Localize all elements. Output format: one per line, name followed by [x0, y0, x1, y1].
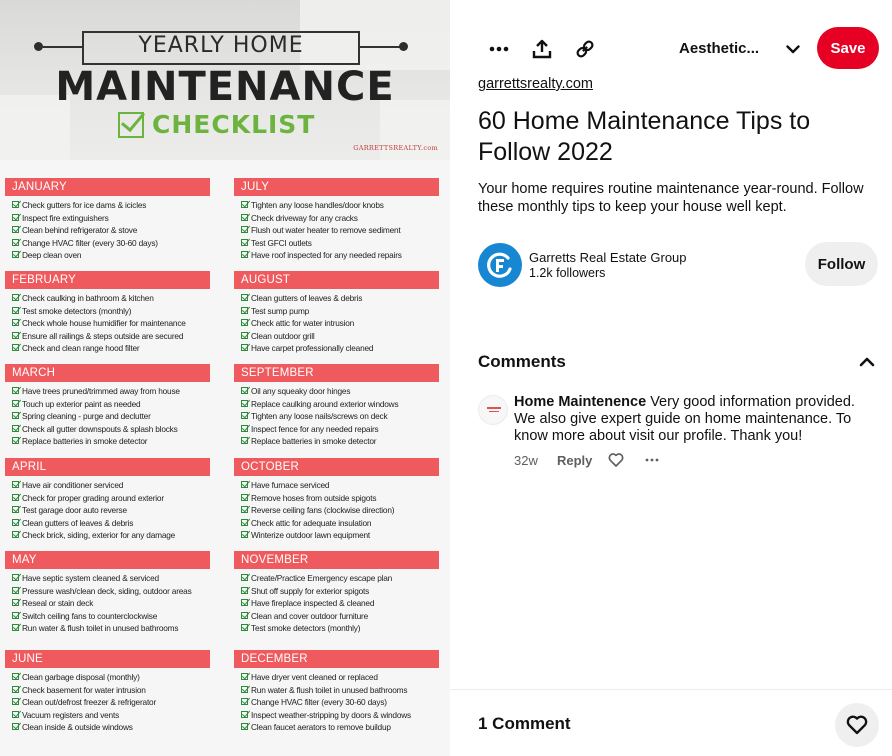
month-section	[5, 271, 215, 355]
checkbox-check-icon	[12, 294, 19, 301]
checklist-item	[234, 610, 444, 623]
checkbox-check-icon	[12, 506, 19, 513]
checklist-item-text: Spring cleaning - purge and declutter	[22, 411, 151, 422]
save-button[interactable]: Save	[817, 27, 879, 69]
checklist-item-text: Change HVAC filter (every 30-60 days)	[22, 237, 158, 248]
checklist-word: CHECKLIST	[152, 110, 316, 139]
checkbox-check-icon	[241, 437, 248, 444]
checklist-item	[234, 305, 444, 318]
comments-heading: Comments	[478, 352, 566, 371]
checklist-item	[234, 423, 444, 436]
checklist-item-text: Clean inside & outside windows	[22, 722, 133, 733]
checklist-item	[5, 597, 215, 610]
checklist	[234, 572, 444, 635]
checkbox-check-icon	[12, 612, 19, 619]
checklist-item-text: Replace batteries in smoke detector	[251, 436, 377, 447]
checklist-item-text: Check caulking in bathroom & kitchen	[22, 293, 154, 303]
checkbox-check-icon	[241, 711, 248, 718]
checkbox-check-icon	[241, 332, 248, 339]
checklist-item	[5, 423, 215, 436]
share-upload-icon	[532, 39, 552, 59]
checkbox-check-icon	[12, 574, 19, 581]
checklist-item-text: Check and clean range hood filter	[22, 343, 140, 354]
checklist-item	[5, 696, 215, 709]
reply-button[interactable]: Reply	[557, 453, 593, 468]
checklist-item-text: Have septic system cleaned & serviced	[22, 573, 159, 583]
checklist-item	[234, 237, 444, 250]
checkbox-check-icon	[241, 239, 248, 246]
checklist-item	[5, 292, 215, 305]
checklist-item	[234, 435, 444, 448]
checkbox-check-icon	[12, 387, 19, 394]
checklist-item-text: Have fireplace inspected & cleaned	[251, 598, 375, 609]
copy-link-button[interactable]	[567, 31, 603, 67]
month-header: MARCH	[5, 364, 210, 382]
month-section	[5, 551, 215, 635]
checkbox-check-icon	[12, 599, 19, 606]
checkbox-check-icon	[12, 698, 19, 705]
checklist-item	[5, 721, 215, 734]
checkbox-check-icon	[12, 226, 19, 233]
chevron-down-icon	[786, 45, 800, 54]
checklist-item-text: Winterize outdoor lawn equipment	[251, 530, 371, 541]
checkbox-check-icon	[12, 201, 19, 208]
checklist-item-text: Run water & flush toilet in unused bathrooms	[22, 623, 179, 634]
creator-row	[478, 242, 882, 288]
checklist-item-text: Create/Practice Emergency escape plan	[251, 573, 393, 583]
checklist-item-text: Have trees pruned/trimmed away from house	[22, 386, 180, 396]
creator-avatar[interactable]	[478, 243, 522, 287]
checkbox-check-icon	[241, 587, 248, 594]
checklist-item	[5, 237, 215, 250]
checklist-item-text: Check attic for adequate insulation	[251, 517, 372, 528]
checkbox-check-icon	[241, 519, 248, 526]
checkbox-check-icon	[241, 673, 248, 680]
month-header: OCTOBER	[234, 458, 439, 476]
checklist	[234, 199, 444, 262]
checklist-item-text: Have carpet professionally cleaned	[251, 343, 374, 354]
checklist	[5, 479, 215, 542]
checklist-item-text: Check all gutter downspouts & splash blocks	[22, 423, 178, 434]
checklist-item	[5, 504, 215, 517]
checkbox-check-icon	[12, 481, 19, 488]
comment-count: 1 Comment	[478, 714, 571, 733]
checkbox-check-icon	[12, 412, 19, 419]
checklist-item-text: Clean outdoor grill	[251, 330, 315, 341]
checklist-item-text: Touch up exterior paint as needed	[22, 398, 141, 409]
month-section	[234, 178, 444, 262]
pin-detail-panel	[450, 0, 892, 756]
checklist-item-text: Have roof inspected for any needed repairs	[251, 250, 402, 261]
checklist-item	[234, 517, 444, 530]
checklist-item-text: Have air conditioner serviced	[22, 480, 124, 490]
month-section	[234, 364, 444, 448]
infographic-title-line2: MAINTENANCE	[55, 64, 395, 110]
month-section	[5, 650, 215, 734]
month-header: JULY	[234, 178, 439, 196]
pin-description: Your home requires routine maintenance year-round. Follow these monthly tips to keep your house well kept.	[478, 181, 864, 215]
checklist-item	[5, 342, 215, 355]
checklist-item	[5, 249, 215, 262]
comment-item	[478, 394, 878, 470]
month-section	[234, 551, 444, 635]
checkbox-check-icon	[241, 612, 248, 619]
checklist-item	[234, 529, 444, 542]
checkbox-check-icon	[12, 686, 19, 693]
checkbox-check-icon	[12, 332, 19, 339]
heart-icon[interactable]	[608, 452, 624, 468]
checklist-item	[5, 398, 215, 411]
checklist-item-text: Check attic for water intrusion	[251, 318, 355, 329]
checkbox-check-icon	[241, 506, 248, 513]
checklist-item	[234, 572, 444, 585]
checklist	[234, 385, 444, 448]
checklist-item-text: Shut off supply for exterior spigots	[251, 585, 370, 596]
board-dropdown-button[interactable]	[775, 31, 811, 67]
checklist	[5, 572, 215, 635]
month-header: JUNE	[5, 650, 210, 668]
commenter-avatar[interactable]	[478, 395, 508, 425]
garretts-logo-icon	[485, 250, 515, 280]
pin-title: 60 Home Maintenance Tips to Follow 2022	[478, 107, 811, 166]
checkbox-check-icon	[241, 201, 248, 208]
checklist-item-text: Have dryer vent cleaned or replaced	[251, 672, 378, 682]
checklist-item-text: Clean gutters of leaves & debris	[22, 517, 134, 528]
checkbox-check-icon	[241, 481, 248, 488]
checklist-item	[5, 212, 215, 225]
checklist-item-text: Test smoke detectors (monthly)	[251, 623, 361, 634]
checklist-item-text: Flush out water heater to remove sediment	[251, 225, 401, 236]
more-options-button[interactable]	[481, 31, 517, 67]
checklist-item	[5, 305, 215, 318]
month-header: NOVEMBER	[234, 551, 439, 569]
heart-icon	[846, 714, 868, 736]
checklist-item-text: Tighten any loose nails/screws on deck	[251, 411, 388, 422]
checklist-item	[234, 342, 444, 355]
comment-more-icon[interactable]	[644, 452, 660, 468]
brand-watermark: GARRETTSREALTY.com	[353, 144, 438, 152]
checklist-item	[5, 224, 215, 237]
checklist-item	[5, 622, 215, 635]
checklist-item-text: Pressure wash/clean deck, siding, outdoor areas	[22, 585, 192, 596]
infographic-title-line1: YEARLY HOME	[138, 33, 304, 58]
checklist-item-text: Remove hoses from outside spigots	[251, 492, 377, 503]
checkbox-check-icon	[241, 686, 248, 693]
checklist-item	[234, 597, 444, 610]
checklist-item	[5, 709, 215, 722]
checklist-item	[234, 622, 444, 635]
checkbox-check-icon	[241, 494, 248, 501]
checklist-item	[5, 572, 215, 585]
checklist-item-text: Clean garbage disposal (monthly)	[22, 672, 140, 682]
checklist-item	[5, 671, 215, 684]
checkbox-check-icon	[241, 574, 248, 581]
checklist-item	[234, 696, 444, 709]
checklist-item	[234, 317, 444, 330]
checklist	[5, 199, 215, 262]
checklist-item-text: Reverse ceiling fans (clockwise direction)	[251, 505, 395, 516]
checklist-item	[5, 385, 215, 398]
checklist-item	[234, 492, 444, 505]
checklist-item	[234, 330, 444, 343]
comments-footer	[450, 689, 892, 756]
checklist-item-text: Check gutters for ice dams & icicles	[22, 200, 147, 210]
checkbox-check-icon	[241, 344, 248, 351]
comment-age: 32w	[514, 453, 538, 468]
checklist-item	[234, 199, 444, 212]
checkbox-check-icon	[241, 599, 248, 606]
checklist-item	[234, 479, 444, 492]
checklist-item-text: Clean gutters of leaves & debris	[251, 293, 363, 303]
checklist	[5, 385, 215, 448]
checklist-item-text: Clean faucet aerators to remove buildup	[251, 722, 391, 733]
infographic-title-line3	[118, 110, 315, 139]
checkbox-check-icon	[12, 519, 19, 526]
checkbox-check-icon	[12, 319, 19, 326]
checkbox-check-icon	[241, 624, 248, 631]
month-section	[234, 271, 444, 355]
checklist-item-text: Change HVAC filter (every 30-60 days)	[251, 697, 387, 708]
checklist-item	[234, 684, 444, 697]
react-button[interactable]	[835, 703, 879, 747]
month-section	[5, 364, 215, 448]
checkbox-check-icon	[12, 214, 19, 221]
checklist-item	[234, 721, 444, 734]
pin-toolbar	[450, 27, 892, 71]
comments-collapse-button[interactable]	[858, 353, 876, 371]
checklist	[5, 671, 215, 734]
checkbox-check-icon	[12, 344, 19, 351]
checklist-item-text: Inspect fire extinguishers	[22, 212, 109, 223]
checklist-item-text: Test GFCI outlets	[251, 237, 312, 248]
comment-body	[514, 394, 878, 445]
checklist-item	[234, 249, 444, 262]
checklist-item	[5, 492, 215, 505]
month-section	[234, 650, 444, 734]
checklist	[234, 671, 444, 734]
checklist-item	[234, 212, 444, 225]
checklist-item-text: Ensure all railings & steps outside are secured	[22, 330, 184, 341]
checklist-item-text: Check brick, siding, exterior for any damage	[22, 530, 176, 541]
checklist-item-text: Inspect weather-stripping by doors & windows	[251, 709, 411, 720]
month-section	[234, 458, 444, 542]
follow-button[interactable]: Follow	[805, 242, 878, 286]
checkbox-check-icon	[12, 531, 19, 538]
checklist-item-text: Switch ceiling fans to counterclockwise	[22, 610, 158, 621]
month-header: MAY	[5, 551, 210, 569]
checkbox-check-icon	[12, 307, 19, 314]
checklist-item	[234, 585, 444, 598]
checklist-item	[5, 684, 215, 697]
checkbox-check-icon	[241, 251, 248, 258]
checkbox-check-icon	[241, 214, 248, 221]
checklist-item-text: Test sump pump	[251, 305, 310, 316]
checklist-item-text: Test garage door auto reverse	[22, 505, 127, 516]
checklist-item	[5, 317, 215, 330]
month-header: FEBRUARY	[5, 271, 210, 289]
checklist-item	[5, 435, 215, 448]
checkbox-check-icon	[241, 698, 248, 705]
checklist-item-text: Replace caulking around exterior windows	[251, 398, 399, 409]
source-link[interactable]: garrettsrealty.com	[478, 76, 593, 92]
checklist-item	[5, 585, 215, 598]
checklist-item	[5, 610, 215, 623]
checklist-item-text: Replace batteries in smoke detector	[22, 436, 148, 447]
checklist-item	[5, 199, 215, 212]
month-header: APRIL	[5, 458, 210, 476]
board-selector[interactable]: Aesthetic...	[679, 40, 760, 57]
creator-name[interactable]: Garretts Real Estate Group	[529, 250, 687, 265]
checklist-item-text: Have furnace serviced	[251, 480, 330, 490]
month-header: AUGUST	[234, 271, 439, 289]
checklist-item-text: Check basement for water intrusion	[22, 684, 146, 695]
checkbox-check-icon	[241, 319, 248, 326]
checklist-item	[5, 479, 215, 492]
checklist-item-text: Clean and cover outdoor furniture	[251, 610, 369, 621]
checklist-item	[5, 529, 215, 542]
checklist-item-text: Tighten any loose handles/door knobs	[251, 200, 384, 210]
checklist-item-text: Check whole house humidifier for maintenance	[22, 318, 186, 329]
checkbox-check-icon	[241, 412, 248, 419]
month-section	[5, 178, 215, 262]
checklist-item-text: Check driveway for any cracks	[251, 212, 358, 223]
checkbox-check-icon	[241, 531, 248, 538]
link-icon	[575, 39, 595, 59]
chevron-up-icon	[858, 353, 876, 371]
checklist-item-text: Run water & flush toilet in unused bathrooms	[251, 684, 408, 695]
checkbox-check-icon	[12, 624, 19, 631]
checklist-item	[5, 410, 215, 423]
checklist	[234, 292, 444, 355]
comment-text: Very good information provided. We also give expert guide on home maintenance. To know more about visit our profile. Thank you!	[514, 394, 855, 444]
checklist-item-text: Inspect fence for any needed repairs	[251, 423, 379, 434]
checklist-item-text: Test smoke detectors (monthly)	[22, 305, 132, 316]
ellipsis-icon	[489, 46, 509, 52]
checkbox-check-icon	[241, 425, 248, 432]
checklist-item	[5, 330, 215, 343]
checkbox-check-icon	[241, 723, 248, 730]
share-button[interactable]	[524, 31, 560, 67]
checkbox-check-icon	[12, 437, 19, 444]
checklist	[234, 479, 444, 542]
checkbox-check-icon	[12, 251, 19, 258]
checklist-item	[234, 224, 444, 237]
month-header: SEPTEMBER	[234, 364, 439, 382]
month-header: DECEMBER	[234, 650, 439, 668]
creator-followers: 1.2k followers	[529, 266, 606, 280]
checklist-item	[234, 385, 444, 398]
checkbox-check-icon	[12, 673, 19, 680]
checklist-item	[234, 504, 444, 517]
checklist-item	[234, 671, 444, 684]
checkbox-check-icon	[241, 226, 248, 233]
checklist-item	[5, 517, 215, 530]
checkbox-check-icon	[241, 400, 248, 407]
checklist-item	[234, 709, 444, 722]
month-header: JANUARY	[5, 178, 210, 196]
checkbox-check-icon	[118, 112, 144, 138]
checklist-item-text: Clean behind refrigerator & stove	[22, 225, 138, 236]
checkbox-check-icon	[12, 723, 19, 730]
checkbox-check-icon	[12, 494, 19, 501]
checkbox-check-icon	[12, 400, 19, 407]
month-section	[5, 458, 215, 542]
comment-meta	[514, 452, 878, 470]
checkbox-check-icon	[241, 294, 248, 301]
checklist-item-text: Reseal or stain deck	[22, 598, 94, 609]
checklist	[5, 292, 215, 355]
checkbox-check-icon	[12, 425, 19, 432]
checklist-item-text: Oil any squeaky door hinges	[251, 386, 351, 396]
checkbox-check-icon	[241, 307, 248, 314]
checkbox-check-icon	[241, 387, 248, 394]
comment-author[interactable]: Home Maintenence	[514, 394, 647, 410]
checklist-item-text: Clean out/defrost freezer & refrigerator	[22, 697, 157, 708]
checklist-item-text: Deep clean oven	[22, 250, 82, 261]
infographic-header	[0, 0, 450, 160]
checklist-item	[234, 398, 444, 411]
checkbox-check-icon	[12, 239, 19, 246]
checklist-item	[234, 410, 444, 423]
checkbox-check-icon	[12, 711, 19, 718]
checklist-item	[234, 292, 444, 305]
checkbox-check-icon	[12, 587, 19, 594]
checklist-item-text: Check for proper grading around exterior	[22, 492, 164, 503]
checklist-item-text: Vacuum registers and vents	[22, 709, 120, 720]
